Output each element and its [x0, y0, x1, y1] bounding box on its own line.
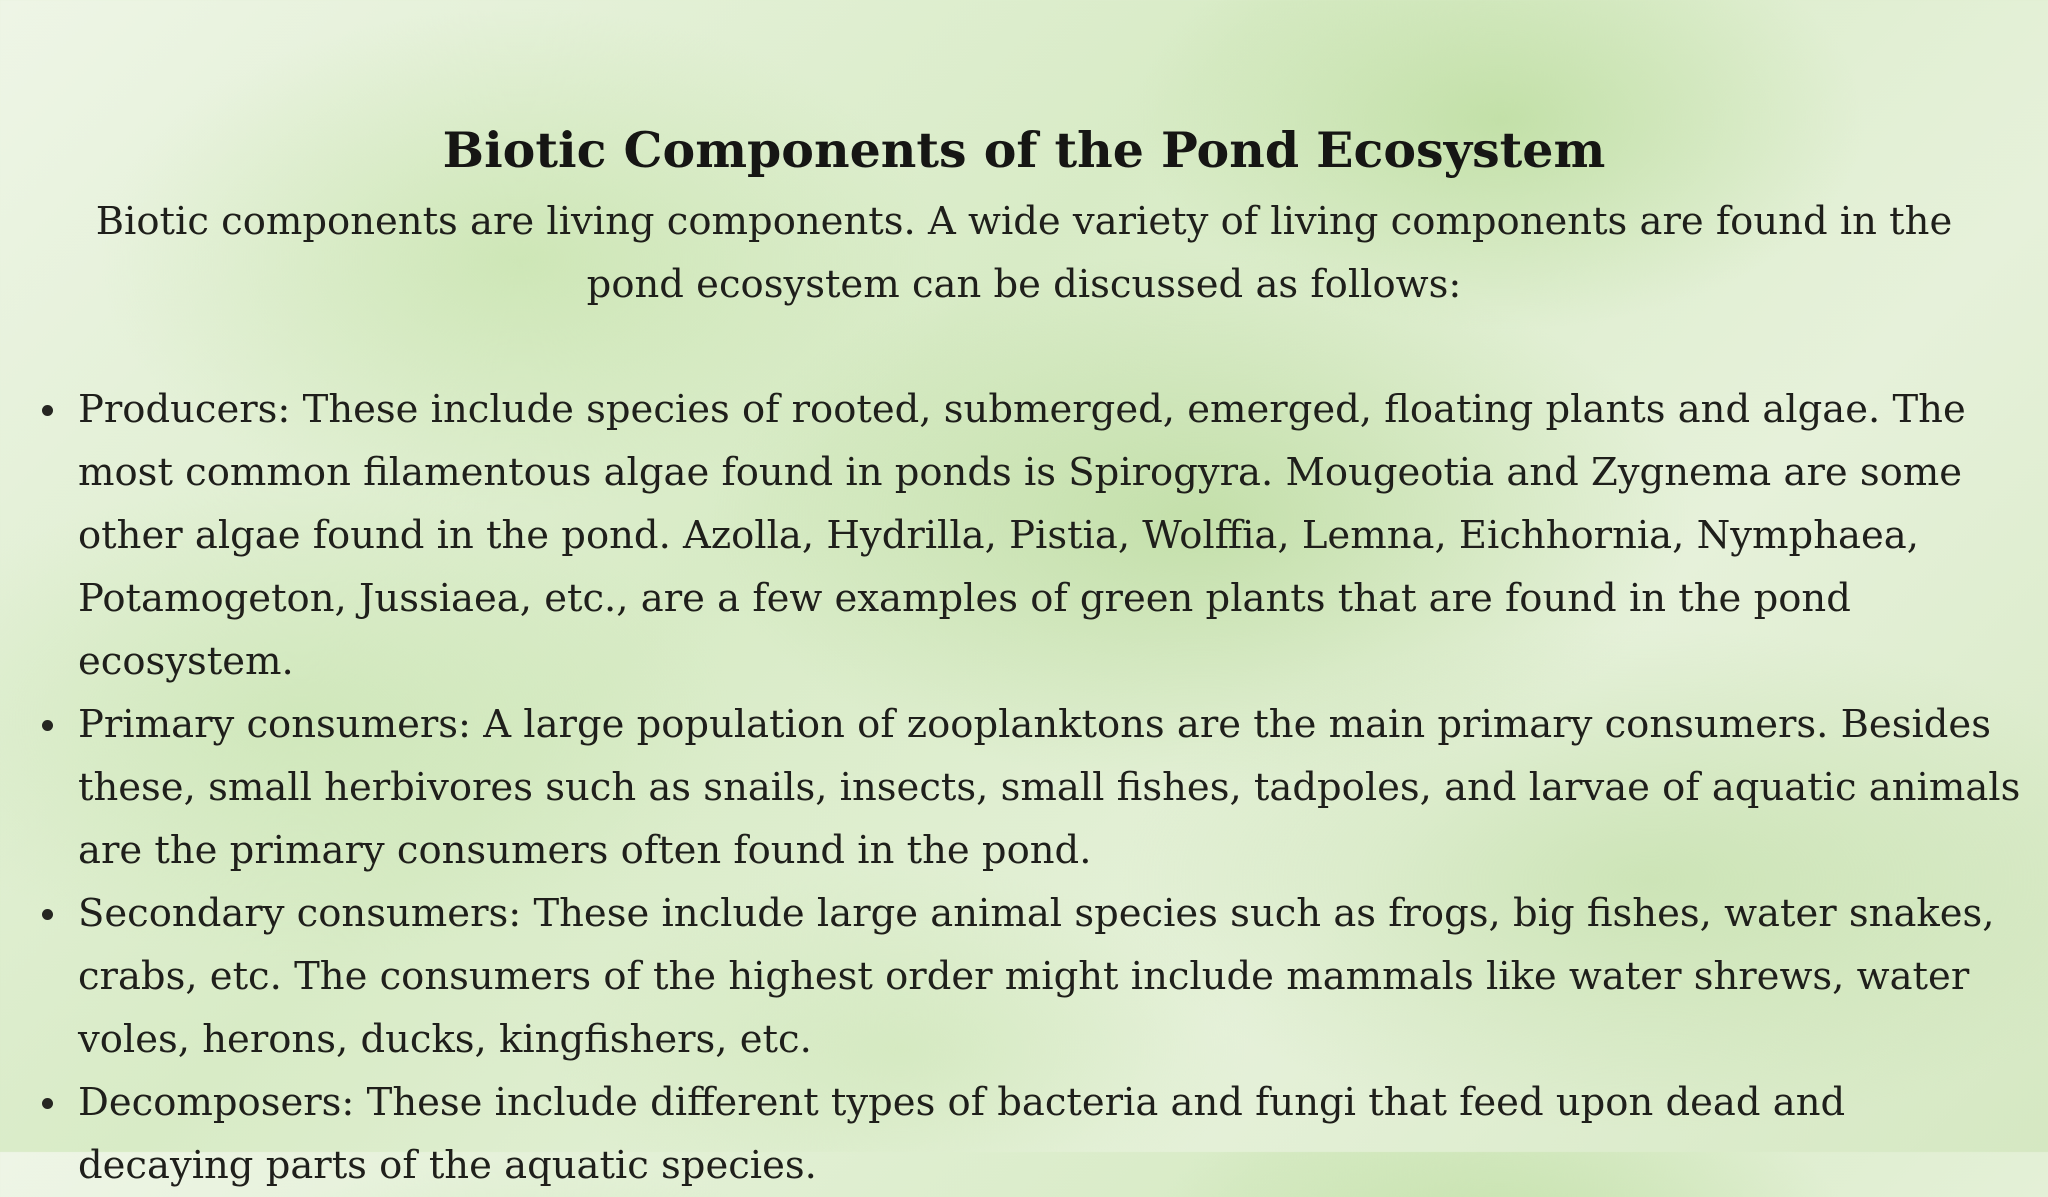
bullet-text: Decomposers: These include different types of bacteria and fungi that feed upon dead and decaying parts of the aquatic species. [78, 1080, 1846, 1188]
bullet-icon [42, 909, 53, 920]
bullet-text: Primary consumers: A large population of zooplanktons are the main primary consumers. Besides these, small herbivores such as snails, insects, small fishes, tadpoles, and larvae of aquatic animals are the primary consumers often found in the pond. [78, 702, 2021, 873]
bullet-icon [42, 720, 53, 731]
bullet-item-secondary-consumers [36, 882, 2026, 1071]
bullet-list [36, 378, 2026, 1197]
bullet-icon [42, 1098, 53, 1109]
bullet-item-primary-consumers [36, 693, 2026, 882]
bullet-text: Producers: These include species of rooted, submerged, emerged, floating plants and algae. The most common filamentous algae found in ponds is Spirogyra. Mougeotia and Zygnema are some other algae found in the pond. Azolla, Hydrilla, Pistia, Wolffia, Lemna, Eichhornia, Nymphaea, Potamogeton, Jussiaea, etc., are a few examples of green plants that are found in the pond ecosystem. [78, 387, 1966, 684]
intro-paragraph: Biotic components are living components. A wide variety of living components are found in the pond ecosystem can be discussed as follows: [95, 199, 1953, 307]
bullet-icon [42, 405, 53, 416]
bullet-item-producers [36, 378, 2026, 693]
page-title: Biotic Components of the Pond Ecosystem [442, 121, 1606, 179]
bullet-text: Secondary consumers: These include large animal species such as frogs, big fishes, water snakes, crabs, etc. The consumers of the highest order might include mammals like water shrews, water voles, herons, ducks, kingfishers, etc. [78, 891, 1995, 1062]
bullet-item-decomposers [36, 1071, 2026, 1197]
